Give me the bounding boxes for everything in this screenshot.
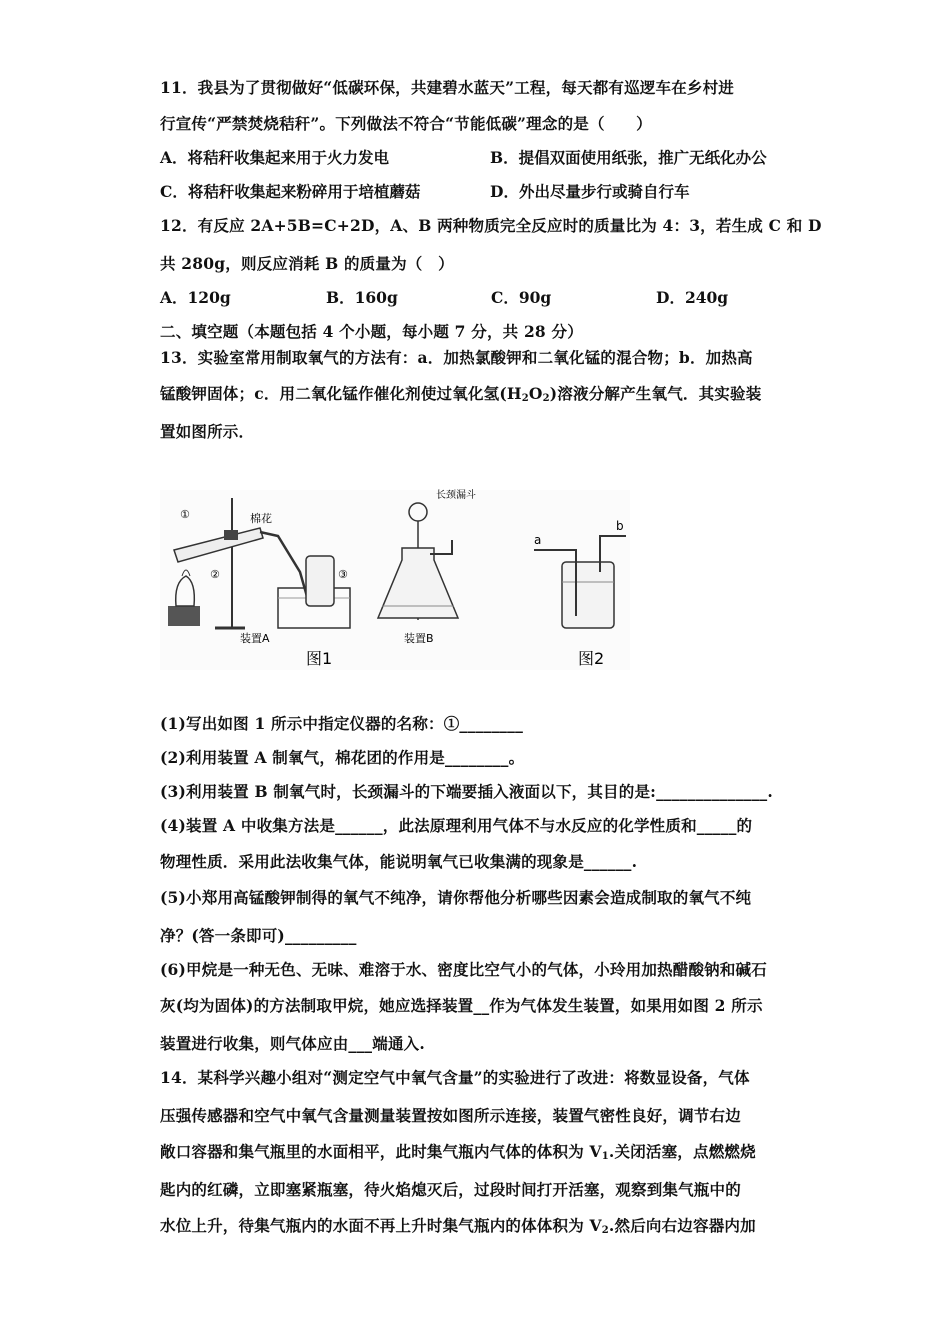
q13-part-4-line2: 物理性质．采用此法收集气体，能说明氧气已收集满的现象是______. [160, 852, 638, 871]
q13-part-2: (2)利用装置 A 制氧气，棉花团的作用是________。 [160, 748, 525, 767]
q11-stem-line1: 11．我县为了贯彻做好“低碳环保，共建碧水蓝天”工程，每天都有巡逻车在乡村进 [160, 78, 735, 97]
q11-option-c: C．将秸秆收集起来粉碎用于培植蘑菇 [160, 182, 421, 201]
q14-line2: 压强传感器和空气中氧气含量测量装置按如图所示连接，装置气密性良好，调节右边 [160, 1106, 741, 1125]
q12-option-d: D．240g [656, 288, 729, 307]
q14-line1: 14．某科学兴趣小组对“测定空气中氧气含量”的实验进行了改进：将数显设备，气体 [160, 1068, 750, 1087]
q13-part-4-line1: (4)装置 A 中收集方法是______，此法原理利用气体不与水反应的化学性质和_____的 [160, 816, 753, 835]
marker-1: ① [180, 508, 190, 521]
q13-stem-line3: 置如图所示． [160, 422, 255, 441]
q12-option-b: B．160g [326, 288, 398, 307]
label-b: b [616, 519, 624, 533]
q13-part-5-line1: (5)小郑用高锰酸钾制得的氧气不纯净，请你帮他分析哪些因素会造成制取的氧气不纯 [160, 888, 752, 907]
collection-bottle [562, 562, 614, 628]
q11-option-d: D．外出尽量步行或骑自行车 [490, 182, 690, 201]
q14-line5: 水位上升，待集气瓶内的水面不再上升时集气瓶内的体体积为 $V_2$.然后向右边容器内加 [160, 1216, 756, 1236]
marker-3: ③ [338, 568, 348, 581]
caption-figure-1: 图1 [306, 649, 333, 668]
q12-stem-line2: 共 280g，则反应消耗 B 的质量为（ ） [160, 254, 454, 273]
q13-stem-line1: 13．实验室常用制取氧气的方法有：a．加热氯酸钾和二氧化锰的混合物；b．加热高 [160, 348, 753, 367]
q13-part-3: (3)利用装置 B 制氧气时，长颈漏斗的下端要插入液面以下，其目的是:______________. [160, 782, 773, 801]
q11-option-a: A．将秸秆收集起来用于火力发电 [160, 148, 390, 167]
q13-stem-line2: 锰酸钾固体；c．用二氧化锰作催化剂使过氧化氢$(H_2O_2)$溶液分解产生氧气．其实验装 [160, 384, 762, 404]
marker-2: ② [210, 568, 220, 581]
burner-base [168, 606, 200, 626]
gas-collecting-bottle [306, 556, 334, 606]
caption-figure-2: 图2 [578, 649, 605, 668]
q13-part-6-line2: 灰(均为固体)的方法制取甲烷，她应选择装置__作为气体发生装置，如果用如图 2 所示 [160, 996, 763, 1015]
q12-option-c: C．90g [491, 288, 552, 307]
q11-stem-line2: 行宣传“严禁焚烧秸秆”。下列做法不符合“节能低碳”理念的是（ ） [160, 114, 652, 133]
q13-part-6-line3: 装置进行收集，则气体应由___端通入. [160, 1034, 425, 1053]
label-long-neck-funnel: 长颈漏斗 [436, 490, 476, 501]
q13-part-6-line1: (6)甲烷是一种无色、无味、难溶于水、密度比空气小的气体，小玲用加热醋酸钠和碱石 [160, 960, 767, 979]
label-apparatus-b: 装置B [404, 632, 434, 645]
section-heading: 二、填空题（本题包括 4 个小题，每小题 7 分，共 28 分） [160, 322, 583, 341]
apparatus-figure [160, 480, 630, 670]
q13-part-1: (1)写出如图 1 所示中指定仪器的名称：①________ [160, 714, 524, 733]
q12-option-a: A．120g [160, 288, 231, 307]
q11-option-b: B．提倡双面使用纸张，推广无纸化办公 [490, 148, 767, 167]
label-a: a [534, 533, 542, 547]
q14-line4: 匙内的红磷，立即塞紧瓶塞，待火焰熄灭后，过段时间打开活塞，观察到集气瓶中的 [160, 1180, 741, 1199]
q12-stem-line1: 12．有反应 2A+5B=C+2D，A、B 两种物质完全反应时的质量比为 4：3，若生成 C 和 D [160, 216, 822, 235]
label-cotton: 棉花 [250, 512, 272, 525]
q14-line3: 敞口容器和集气瓶里的水面相平，此时集气瓶内气体的体积为 $V_1$.关闭活塞，点燃燃烧 [160, 1142, 756, 1162]
label-apparatus-a: 装置A [240, 632, 270, 645]
q13-part-5-line2: 净？(答一条即可)_________ [160, 926, 357, 945]
